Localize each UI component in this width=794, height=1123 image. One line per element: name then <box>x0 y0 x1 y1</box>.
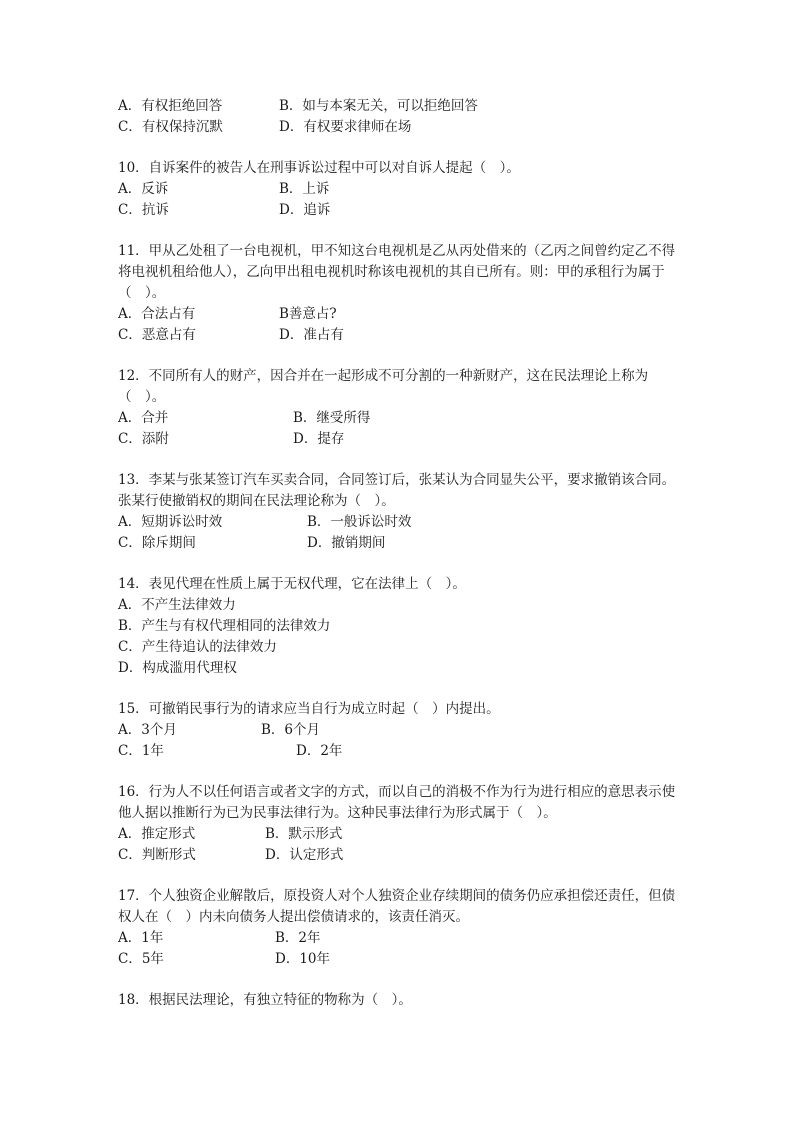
question-18 <box>118 990 678 1011</box>
option-row <box>118 179 678 200</box>
question-17 <box>118 886 678 970</box>
question-stem: 16．行为人不以任何语言或者文字的方式，而以自己的消极不作为行为进行相应的意思表示使他人据以推断行为已为民事法律行为。这种民事法律行为形式属于（ ）。 <box>118 784 676 821</box>
question-stem: 11．甲从乙处租了一台电视机，甲不知这台电视机是乙从丙处借来的（乙丙之间曾约定乙不得将电视机租给他人），乙向甲出租电视机时称该电视机的其自已所有。则：甲的承租行为属于（ ）。 <box>118 243 676 301</box>
option-a: A．3个月 <box>118 722 177 738</box>
question-stem: 14．表见代理在性质上属于无权代理，它在法律上（ ）。 <box>118 576 466 592</box>
question-stem: 18．根据民法理论，有独立特征的物称为（ ）。 <box>118 992 412 1008</box>
option-d: D．追诉 <box>279 202 331 218</box>
option-row <box>118 408 678 429</box>
option-a: A．推定形式 <box>118 826 196 842</box>
option-d: D．10年 <box>275 951 331 967</box>
option-b: B．如与本案无关，可以拒绝回答 <box>279 98 478 114</box>
option-row <box>118 304 678 325</box>
option-c: C．产生待追认的法律效力 <box>118 639 277 655</box>
question-list <box>118 96 678 1011</box>
option-row <box>118 741 678 762</box>
question-stem: 10．自诉案件的被告人在刑事诉讼过程中可以对自诉人提起（ ）。 <box>118 160 520 176</box>
option-c: C．1年 <box>118 743 164 759</box>
question-11 <box>118 241 678 346</box>
question-14 <box>118 574 678 679</box>
option-c: C．5年 <box>118 951 164 967</box>
option-b: B善意占? <box>279 306 337 322</box>
option-c: C．有权保持沉默 <box>118 119 223 135</box>
option-d: D．构成滥用代理权 <box>118 660 237 676</box>
option-d: D．撤销期间 <box>307 535 386 551</box>
option-c: C．恶意占有 <box>118 327 196 343</box>
option-d: D．2年 <box>296 743 343 759</box>
option-row <box>118 949 678 970</box>
option-b: B．一般诉讼时效 <box>307 514 412 530</box>
option-a: A．合并 <box>118 410 169 426</box>
option-row <box>118 928 678 949</box>
option-c: C．判断形式 <box>118 847 196 863</box>
question-9-options <box>118 96 678 138</box>
question-10 <box>118 158 678 221</box>
option-a: A．有权拒绝回答 <box>118 98 223 114</box>
option-row <box>118 96 678 117</box>
question-13 <box>118 470 678 554</box>
question-stem: 15．可撤销民事行为的请求应当自行为成立时起（ ）内提出。 <box>118 701 500 717</box>
option-b: B．2年 <box>275 930 321 946</box>
option-d: D．认定形式 <box>265 847 344 863</box>
question-stem: 13．李某与张某签订汽车买卖合同，合同签订后，张某认为合同显失公平，要求撤销该合同。张某行使撤销权的期间在民法理论称为（ ）。 <box>118 472 676 509</box>
question-15 <box>118 699 678 762</box>
option-b: B．产生与有权代理相同的法律效力 <box>118 618 331 634</box>
question-16 <box>118 782 678 866</box>
option-d: D．准占有 <box>279 327 344 343</box>
option-row <box>118 720 678 741</box>
question-stem: 12．不同所有人的财产，因合并在一起形成不可分割的一种新财产，这在民法理论上称为（ ）。 <box>118 368 649 405</box>
option-c: C．抗诉 <box>118 202 169 218</box>
option-a: A．1年 <box>118 930 164 946</box>
option-row <box>118 117 678 138</box>
option-row <box>118 325 678 346</box>
option-row <box>118 200 678 221</box>
option-a: A．合法占有 <box>118 306 196 322</box>
question-12 <box>118 366 678 450</box>
option-c: C．添附 <box>118 431 169 447</box>
option-b: B．上诉 <box>279 181 330 197</box>
option-row <box>118 824 678 845</box>
option-d: D．提存 <box>293 431 345 447</box>
option-row <box>118 845 678 866</box>
option-d: D．有权要求律师在场 <box>279 119 412 135</box>
option-row <box>118 429 678 450</box>
option-a: A．短期诉讼时效 <box>118 514 223 530</box>
option-b: B．6个月 <box>261 722 321 738</box>
question-stem: 17．个人独资企业解散后，原投资人对个人独资企业存续期间的债务仍应承担偿还责任，但债权人在（ ）内未向债务人提出偿债请求的，该责任消灭。 <box>118 888 676 925</box>
option-a: A．不产生法律效力 <box>118 597 236 613</box>
option-c: C．除斥期间 <box>118 535 196 551</box>
option-b: B．默示形式 <box>265 826 343 842</box>
option-row <box>118 533 678 554</box>
option-a: A．反诉 <box>118 181 169 197</box>
option-b: B．继受所得 <box>293 410 371 426</box>
option-row <box>118 512 678 533</box>
